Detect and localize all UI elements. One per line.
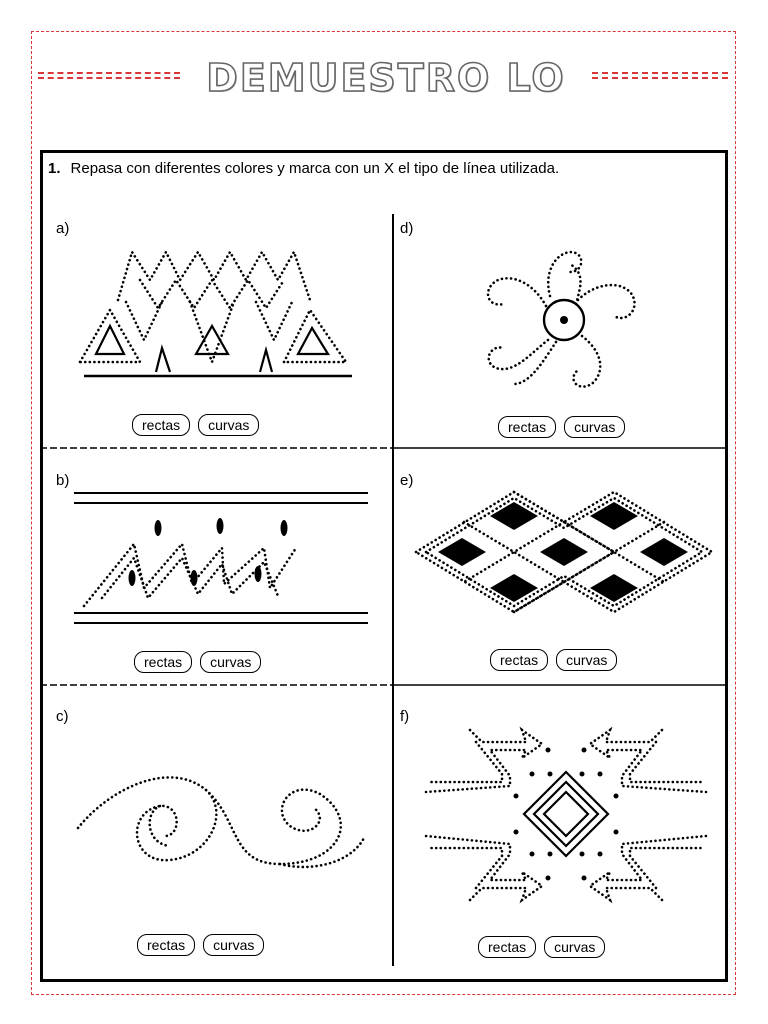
option-curvas[interactable]: curvas [200, 651, 261, 673]
header-divider-right [592, 72, 728, 74]
row-divider-2 [40, 683, 728, 687]
option-rectas[interactable]: rectas [478, 936, 536, 958]
option-rectas[interactable]: rectas [132, 414, 190, 436]
option-rectas[interactable]: rectas [490, 649, 548, 671]
page-title: DEMUESTRO LO [206, 56, 566, 100]
figure-c-spirals [70, 760, 380, 880]
option-rectas[interactable]: rectas [498, 416, 556, 438]
column-divider [392, 214, 394, 966]
option-curvas[interactable]: curvas [564, 416, 625, 438]
instruction [48, 160, 559, 177]
panel-label-c: c) [56, 708, 69, 725]
options-d [498, 416, 625, 438]
header-divider-left [38, 77, 180, 79]
options-b [134, 651, 261, 673]
options-a [132, 414, 259, 436]
question-number: 1. [48, 160, 61, 177]
panel-label-e: e) [400, 472, 414, 489]
option-curvas[interactable]: curvas [203, 934, 264, 956]
options-f [478, 936, 605, 958]
header-divider-left [38, 72, 180, 74]
panel-label-a: a) [56, 220, 70, 237]
panel-label-f: f) [400, 708, 410, 725]
option-curvas[interactable]: curvas [556, 649, 617, 671]
options-c [137, 934, 264, 956]
option-curvas[interactable]: curvas [198, 414, 259, 436]
options-e [490, 649, 617, 671]
instruction-text: Repasa con diferentes colores y marca con un X el tipo de línea utilizada. [70, 160, 560, 177]
option-curvas[interactable]: curvas [544, 936, 605, 958]
panel-label-d: d) [400, 220, 414, 237]
option-rectas[interactable]: rectas [134, 651, 192, 673]
figure-a-triangles [70, 240, 370, 385]
figure-e-diamonds [414, 490, 714, 620]
figure-b-zigzag [74, 488, 374, 633]
figure-f-arrows [426, 722, 706, 912]
panel-label-b: b) [56, 472, 70, 489]
option-rectas[interactable]: rectas [137, 934, 195, 956]
figure-d-sun [474, 244, 654, 394]
header-divider-right [592, 77, 728, 79]
row-divider-1 [40, 446, 728, 450]
